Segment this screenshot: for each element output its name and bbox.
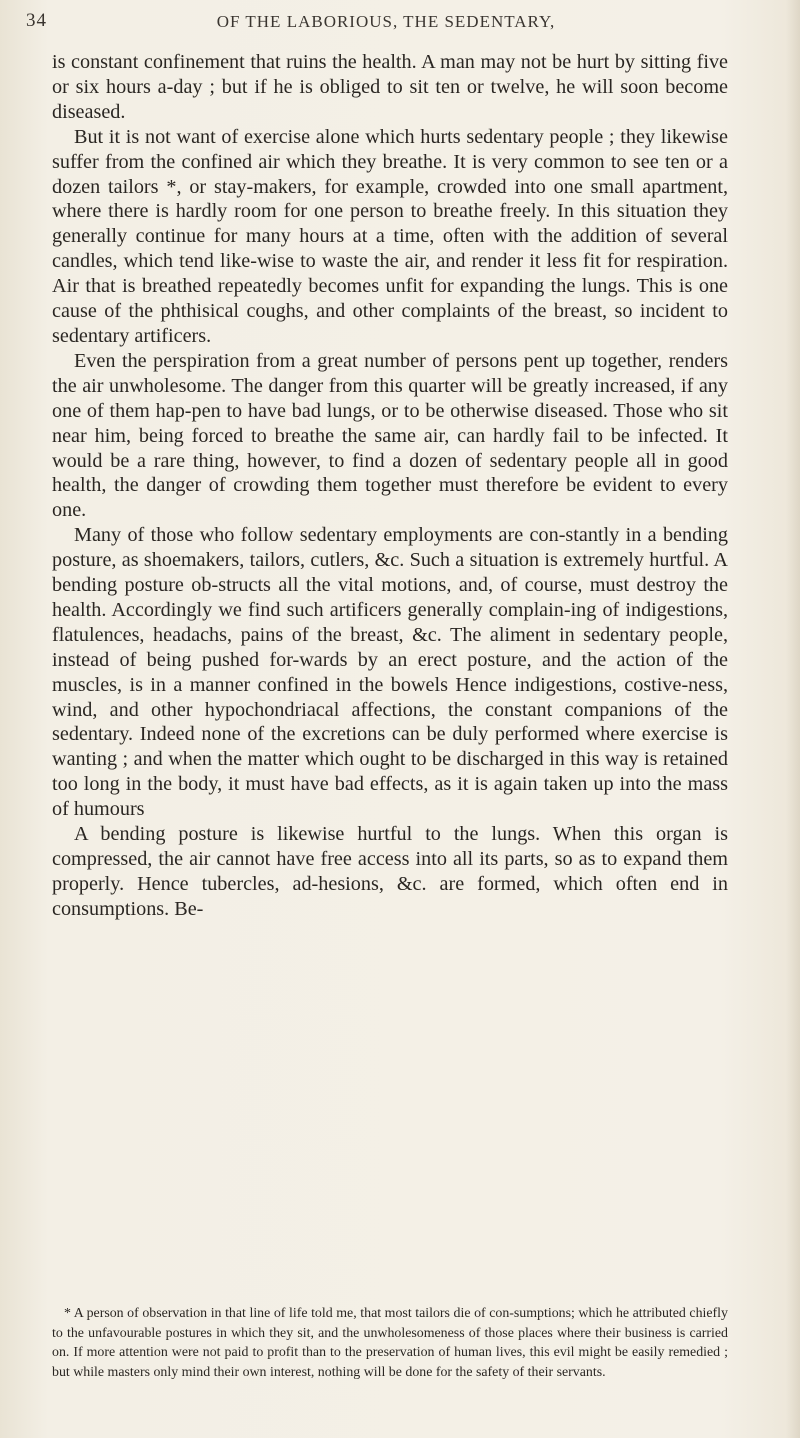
paragraph-confined-air: But it is not want of exercise alone which hurts sedentary people ; they likewise suffer from the confined air which they breathe. It is very common to see ten or a dozen tailors *, or stay-makers, for example, crowded into one small apartment, where there is hardly room for one person to breathe freely. In this situation they generally continue for many hours at a time, often with the addition of several candles, which tend like-wise to waste the air, and render it less fit for respiration. Air that is breathed repeatedly becomes unfit for expanding the lungs. This is one cause of the phthisical coughs, and other complaints of the breast, so incident to sedentary artificers. <box>52 125 728 347</box>
paragraph-continuation: is constant confinement that ruins the health. A man may not be hurt by sitting five or six hours a-day ; but if he is obliged to sit ten or twelve, he will soon become diseased. <box>52 51 728 123</box>
running-title: OF THE LABORIOUS, THE SEDENTARY, <box>216 12 556 31</box>
footnote-text: * A person of observation in that line of life told me, that most tailors die of con-sumptions; which he attributed chiefly to the unfavourable postures in which they sit, and the unwholesomeness of those places where their business is carried on. If more attention were not paid to profit than to the preservation of human lives, this evil might be easily remedied ; but while masters only mind their own interest, nothing will be done for the safety of their servants. <box>52 1306 728 1380</box>
paragraph-lungs: A bending posture is likewise hurtful to the lungs. When this organ is compressed, the air cannot have free access into all its parts, so as to expand them properly. Hence tubercles, ad-hesions, &c. are formed, which often end in consumptions. Be- <box>52 823 728 920</box>
page-edge-shadow <box>786 0 800 1438</box>
footnote <box>52 1304 728 1382</box>
running-header <box>26 10 746 36</box>
paragraph-bending-posture: Many of those who follow sedentary employments are con-stantly in a bending posture, as shoemakers, tailors, cutlers, &c. Such a situation is extremely hurtful. A bending posture ob-structs all the vital motions, and, of course, must destroy the health. Accordingly we find such artificers generally complain-ing of indigestions, flatulences, headachs, pains of the breast, &c. The aliment in sedentary people, instead of being pushed for-wards by an erect posture, and the action of the muscles, is in a manner confined in the bowels Hence indigestions, costive-ness, wind, and other hypochondriacal affections, the constant companions of the sedentary. Indeed none of the excretions can be duly performed where exercise is wanting ; and when the matter which ought to be discharged in this way is retained too long in the body, it must have bad effects, as it is again taken up into the mass of humours <box>52 524 728 821</box>
paragraph-perspiration: Even the perspiration from a great number of persons pent up together, renders the air unwholesome. The danger from this quarter will be greatly increased, if any one of them hap-pen to have bad lungs, or to be otherwise diseased. Those who sit near him, being forced to breathe the same air, can hardly fail to be infected. It would be a rare thing, however, to find a dozen of sedentary people all in good health, the danger of crowding them together must therefore be evident to every one. <box>52 349 728 522</box>
page-number: 34 <box>26 10 47 31</box>
body-text <box>52 50 728 922</box>
